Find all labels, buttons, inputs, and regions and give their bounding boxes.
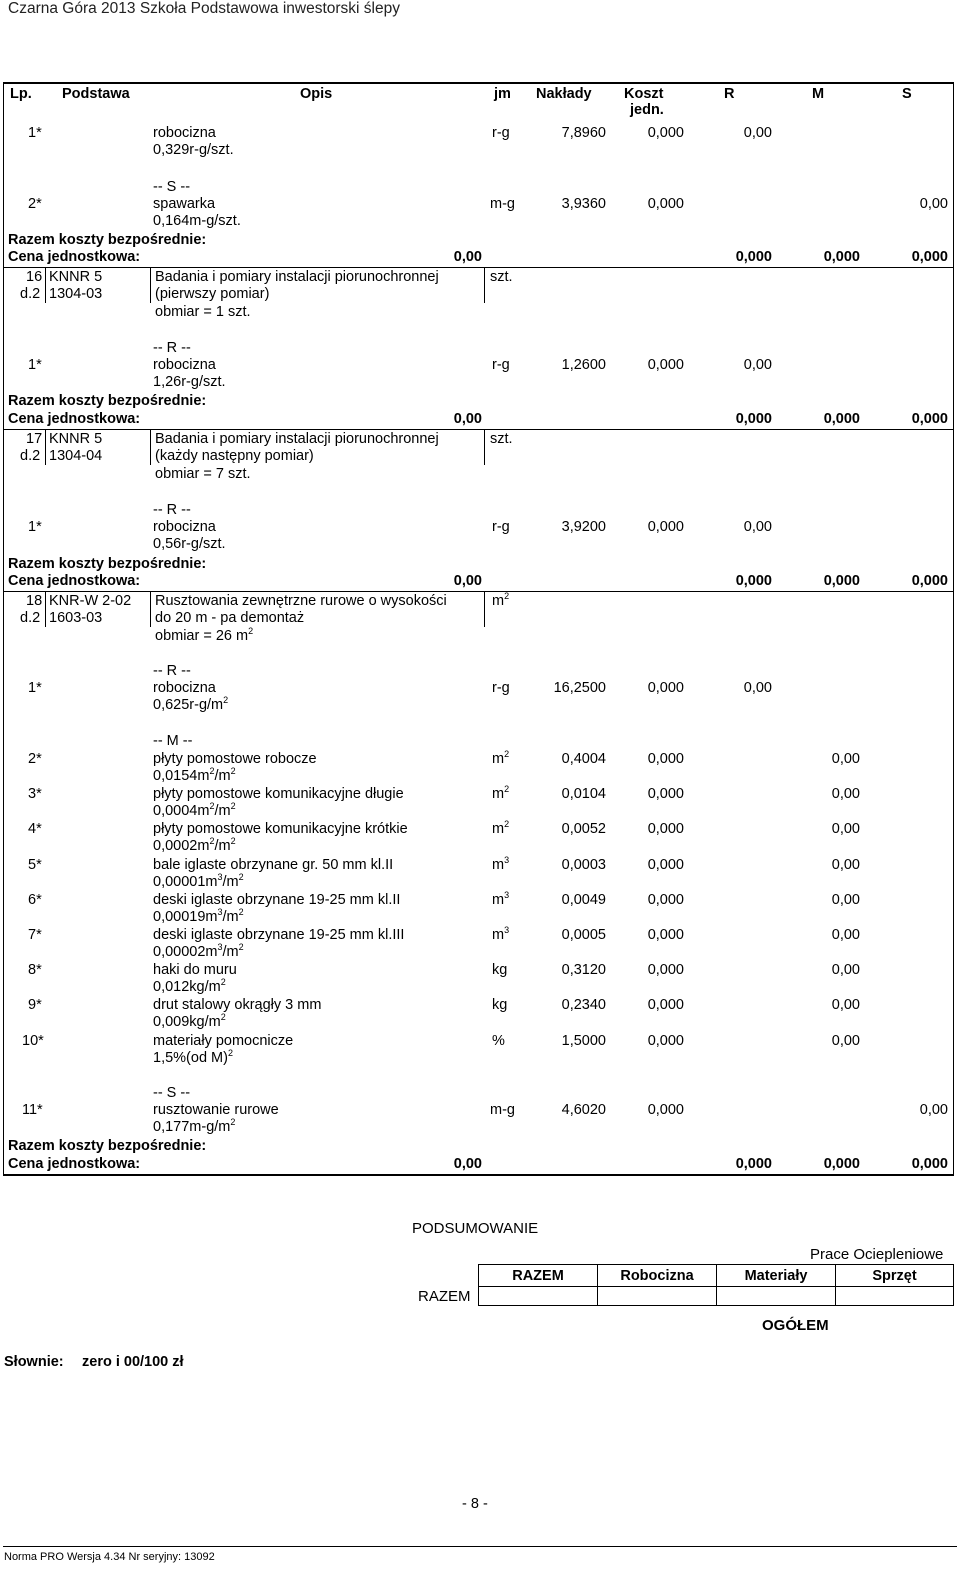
row-lp: 7* bbox=[28, 927, 42, 943]
row-category: -- S -- bbox=[153, 1085, 191, 1101]
cena-label: Cena jednostkowa: bbox=[8, 249, 141, 265]
row-naklady: 3,9360 bbox=[561, 196, 606, 212]
row-jm: r-g bbox=[492, 680, 510, 696]
header-koszt-jedn: jedn. bbox=[630, 102, 664, 118]
row-lp: 1* bbox=[28, 519, 42, 535]
row-lp: 4* bbox=[28, 821, 42, 838]
razem-koszty-label: Razem koszty bezpośrednie: bbox=[8, 393, 207, 409]
row-r: 0,00 bbox=[743, 680, 772, 696]
header-opis: Opis bbox=[300, 86, 333, 102]
row-koszt: 0,000 bbox=[647, 821, 684, 838]
position-basis: KNNR 5 bbox=[49, 431, 103, 447]
row-jm: % bbox=[492, 1032, 505, 1049]
row-koszt: 0,000 bbox=[647, 519, 684, 535]
row-jm: $m^2$ bbox=[492, 784, 510, 803]
position-description: Badania i pomiary instalacji piorunochronnej bbox=[155, 431, 439, 447]
row-lp: 8* bbox=[28, 962, 42, 979]
cena-value: 0,00 bbox=[453, 573, 482, 589]
row-m: 0,00 bbox=[831, 997, 860, 1014]
razem-koszty-label: Razem koszty bezpośrednie: bbox=[8, 232, 207, 248]
row-name: drut stalowy okrągły 3 mm bbox=[153, 997, 322, 1014]
row-m: 0,00 bbox=[831, 1032, 860, 1049]
row-lp: 2* bbox=[28, 196, 42, 212]
summary-row-label: RAZEM bbox=[418, 1288, 471, 1305]
position-number: 18 bbox=[26, 593, 43, 609]
summary-col-robocizna: Robocizna bbox=[620, 1268, 694, 1284]
cell-divider bbox=[484, 429, 485, 465]
header-s: S bbox=[902, 86, 912, 102]
cena-s: 0,000 bbox=[911, 573, 948, 589]
row-r: 0,00 bbox=[743, 357, 772, 373]
razem-koszty-label: Razem koszty bezpośrednie: bbox=[8, 556, 207, 572]
separator bbox=[3, 267, 954, 268]
row-name: robocizna bbox=[153, 519, 216, 535]
page-number: - 8 - bbox=[462, 1496, 488, 1512]
row-norm: 0,164m-g/szt. bbox=[153, 213, 241, 229]
header-jm: jm bbox=[494, 86, 511, 102]
position-jm: $m^2$ bbox=[492, 591, 510, 609]
row-naklady: 0,0052 bbox=[561, 821, 606, 838]
cell-divider bbox=[150, 267, 151, 303]
row-lp: 1* bbox=[28, 125, 42, 141]
position-basis-code: 1304-04 bbox=[49, 448, 103, 464]
position-basis-code: 1304-03 bbox=[49, 286, 103, 302]
position-basis-code: 1603-03 bbox=[49, 610, 103, 626]
row-naklady: 16,2500 bbox=[553, 680, 606, 696]
position-number: 17 bbox=[26, 431, 43, 447]
row-name: płyty pomostowe robocze bbox=[153, 751, 317, 767]
row-norm: $0,012kg/m^2$ bbox=[153, 977, 226, 996]
row-norm: 1,5%(od M)$^2$ bbox=[153, 1047, 233, 1066]
row-lp: 10* bbox=[22, 1032, 44, 1049]
row-s: 0,00 bbox=[919, 1102, 948, 1118]
row-category: -- S -- bbox=[153, 179, 191, 195]
cell-divider bbox=[45, 591, 46, 627]
row-m: 0,00 bbox=[831, 786, 860, 803]
row-norm: 0,56r-g/szt. bbox=[153, 536, 226, 552]
row-category: -- R -- bbox=[153, 663, 191, 679]
summary-divider bbox=[953, 1264, 954, 1306]
position-jm: szt. bbox=[490, 431, 513, 447]
row-jm: $m^3$ bbox=[492, 889, 510, 908]
row-name: materiały pomocnicze bbox=[153, 1032, 294, 1049]
header-r: R bbox=[724, 86, 735, 102]
row-koszt: 0,000 bbox=[647, 927, 684, 943]
row-jm: m-g bbox=[490, 1102, 515, 1118]
header-lp: Lp. bbox=[10, 86, 32, 102]
row-naklady: 4,6020 bbox=[561, 1102, 606, 1118]
row-m: 0,00 bbox=[831, 856, 860, 873]
row-naklady: 0,0049 bbox=[561, 891, 606, 908]
cena-r: 0,000 bbox=[735, 411, 772, 427]
row-naklady: 0,0003 bbox=[561, 856, 606, 873]
row-norm: 1,26r-g/szt. bbox=[153, 374, 226, 390]
separator bbox=[3, 429, 954, 430]
document-title: Czarna Góra 2013 Szkoła Podstawowa inwestorski ślepy bbox=[8, 0, 400, 17]
position-description: Rusztowania zewnętrzne rurowe o wysokości bbox=[155, 593, 447, 609]
row-name: bale iglaste obrzynane gr. 50 mm kl.II bbox=[153, 856, 394, 873]
row-category: -- R -- bbox=[153, 340, 191, 356]
cena-value: 0,00 bbox=[453, 249, 482, 265]
header-podstawa: Podstawa bbox=[62, 86, 130, 102]
row-koszt: 0,000 bbox=[647, 125, 684, 141]
cena-s: 0,000 bbox=[911, 1156, 948, 1172]
row-lp: 11* bbox=[22, 1102, 43, 1118]
row-m: 0,00 bbox=[831, 891, 860, 908]
cena-s: 0,000 bbox=[911, 411, 948, 427]
slownie-value: zero i 00/100 zł bbox=[82, 1354, 184, 1370]
row-norm: $0,177m-g/m^2$ bbox=[153, 1117, 236, 1135]
row-m: 0,00 bbox=[831, 751, 860, 767]
row-name: deski iglaste obrzynane 19-25 mm kl.III bbox=[153, 927, 405, 943]
row-jm: kg bbox=[492, 997, 508, 1014]
row-naklady: 0,0104 bbox=[561, 786, 606, 803]
row-koszt: 0,000 bbox=[647, 196, 684, 212]
footer-line bbox=[3, 1546, 957, 1547]
row-norm: $0,625r-g/m^2$ bbox=[153, 695, 229, 713]
row-koszt: 0,000 bbox=[647, 856, 684, 873]
position-description: Badania i pomiary instalacji piorunochronnej bbox=[155, 269, 439, 285]
row-naklady: 1,5000 bbox=[561, 1032, 606, 1049]
row-naklady: 0,4004 bbox=[561, 751, 606, 767]
summary-col-razem: RAZEM bbox=[512, 1268, 564, 1284]
table-right-border bbox=[953, 82, 954, 1176]
row-name: płyty pomostowe komunikacyjne długie bbox=[153, 786, 404, 803]
row-naklady: 0,0005 bbox=[561, 927, 606, 943]
row-lp: 3* bbox=[28, 786, 42, 803]
header-m: M bbox=[812, 86, 825, 102]
position-quantity: obmiar = 26 $m^2$ bbox=[155, 626, 254, 644]
row-norm: 0,329r-g/szt. bbox=[153, 142, 234, 158]
cell-divider bbox=[45, 267, 46, 303]
row-koszt: 0,000 bbox=[647, 891, 684, 908]
row-m: 0,00 bbox=[831, 962, 860, 979]
row-naklady: 0,2340 bbox=[561, 997, 606, 1014]
separator bbox=[3, 591, 954, 592]
row-naklady: 0,3120 bbox=[561, 962, 606, 979]
cena-s: 0,000 bbox=[911, 249, 948, 265]
row-jm: $m^2$ bbox=[492, 749, 510, 767]
slownie-label: Słownie: bbox=[4, 1354, 64, 1370]
table-top-border bbox=[3, 82, 954, 84]
summary-ogolem: OGÓŁEM bbox=[762, 1317, 829, 1334]
row-jm: $m^2$ bbox=[492, 819, 510, 838]
position-d: d.2 bbox=[20, 286, 41, 302]
cena-m: 0,000 bbox=[823, 249, 860, 265]
cena-value: 0,00 bbox=[453, 1156, 482, 1172]
footer-text: Norma PRO Wersja 4.34 Nr seryjny: 13092 bbox=[4, 1551, 215, 1563]
row-koszt: 0,000 bbox=[647, 1032, 684, 1049]
header-koszt: Koszt bbox=[624, 86, 664, 102]
row-s: 0,00 bbox=[919, 196, 948, 212]
cena-r: 0,000 bbox=[735, 249, 772, 265]
cena-r: 0,000 bbox=[735, 573, 772, 589]
position-description: (pierwszy pomiar) bbox=[155, 286, 270, 302]
razem-koszty-label: Razem koszty bezpośrednie: bbox=[8, 1138, 207, 1154]
cena-label: Cena jednostkowa: bbox=[8, 411, 141, 427]
cell-divider bbox=[45, 429, 46, 465]
position-d: d.2 bbox=[20, 610, 41, 626]
row-lp: 2* bbox=[28, 751, 42, 767]
row-name: haki do muru bbox=[153, 962, 237, 979]
row-r: 0,00 bbox=[743, 519, 772, 535]
position-d: d.2 bbox=[20, 448, 41, 464]
row-naklady: 3,9200 bbox=[561, 519, 606, 535]
summary-col-sprzet: Sprzęt bbox=[872, 1268, 917, 1284]
position-quantity: obmiar = 1 szt. bbox=[155, 304, 251, 320]
position-number: 16 bbox=[26, 269, 43, 285]
row-jm: r-g bbox=[492, 519, 510, 535]
position-jm: szt. bbox=[490, 269, 513, 285]
row-lp: 5* bbox=[28, 856, 42, 873]
cell-divider bbox=[150, 591, 151, 627]
row-m: 0,00 bbox=[831, 821, 860, 838]
row-norm: $0,009kg/m^2$ bbox=[153, 1012, 226, 1031]
row-koszt: 0,000 bbox=[647, 997, 684, 1014]
row-name: robocizna bbox=[153, 680, 216, 696]
table-bottom-border bbox=[3, 1174, 954, 1176]
summary-section: Prace Ociepleniowe bbox=[810, 1246, 944, 1263]
position-basis: KNNR 5 bbox=[49, 269, 103, 285]
row-name: płyty pomostowe komunikacyjne krótkie bbox=[153, 821, 408, 838]
cena-label: Cena jednostkowa: bbox=[8, 1156, 141, 1172]
position-quantity: obmiar = 7 szt. bbox=[155, 466, 251, 482]
row-name: robocizna bbox=[153, 125, 216, 141]
row-name: robocizna bbox=[153, 357, 216, 373]
cell-divider bbox=[484, 591, 485, 627]
summary-heading: PODSUMOWANIE bbox=[412, 1220, 539, 1237]
cena-m: 0,000 bbox=[823, 1156, 860, 1172]
row-jm: m-g bbox=[490, 196, 515, 212]
row-norm: $0,00001m^3/m^2$ bbox=[153, 871, 244, 890]
row-lp: 1* bbox=[28, 357, 42, 373]
row-r: 0,00 bbox=[743, 125, 772, 141]
cell-divider bbox=[150, 429, 151, 465]
position-description: (każdy następny pomiar) bbox=[155, 448, 314, 464]
row-norm: $0,00002m^3/m^2$ bbox=[153, 942, 244, 960]
row-naklady: 1,2600 bbox=[561, 357, 606, 373]
cell-divider bbox=[484, 267, 485, 303]
row-koszt: 0,000 bbox=[647, 357, 684, 373]
row-name: spawarka bbox=[153, 196, 216, 212]
row-lp: 1* bbox=[28, 680, 42, 696]
row-norm: $0,0154m^2/m^2$ bbox=[153, 766, 236, 784]
row-m: 0,00 bbox=[831, 927, 860, 943]
position-basis: KNR-W 2-02 bbox=[49, 593, 132, 609]
cena-value: 0,00 bbox=[453, 411, 482, 427]
row-name: rusztowanie rurowe bbox=[153, 1102, 279, 1118]
row-lp: 6* bbox=[28, 891, 42, 908]
row-norm: $0,00019m^3/m^2$ bbox=[153, 906, 244, 925]
row-koszt: 0,000 bbox=[647, 962, 684, 979]
cena-m: 0,000 bbox=[823, 573, 860, 589]
row-koszt: 0,000 bbox=[647, 1102, 684, 1118]
cena-r: 0,000 bbox=[735, 1156, 772, 1172]
cena-m: 0,000 bbox=[823, 411, 860, 427]
row-lp: 9* bbox=[28, 997, 42, 1014]
row-jm: r-g bbox=[492, 125, 510, 141]
table-left-border bbox=[3, 82, 4, 1176]
row-category: -- R -- bbox=[153, 502, 191, 518]
row-category: -- M -- bbox=[153, 733, 193, 749]
row-jm: $m^3$ bbox=[492, 925, 510, 943]
row-jm: r-g bbox=[492, 357, 510, 373]
row-name: deski iglaste obrzynane 19-25 mm kl.II bbox=[153, 891, 401, 908]
row-naklady: 7,8960 bbox=[561, 125, 606, 141]
row-norm: $0,0004m^2/m^2$ bbox=[153, 801, 236, 820]
row-jm: kg bbox=[492, 962, 508, 979]
cena-label: Cena jednostkowa: bbox=[8, 573, 141, 589]
position-description: do 20 m - pa demontaż bbox=[155, 610, 305, 626]
header-naklady: Nakłady bbox=[536, 86, 592, 102]
row-jm: $m^3$ bbox=[492, 854, 510, 873]
row-koszt: 0,000 bbox=[647, 680, 684, 696]
row-norm: $0,0002m^2/m^2$ bbox=[153, 836, 236, 855]
row-koszt: 0,000 bbox=[647, 751, 684, 767]
row-koszt: 0,000 bbox=[647, 786, 684, 803]
summary-col-materialy: Materiały bbox=[744, 1268, 808, 1284]
